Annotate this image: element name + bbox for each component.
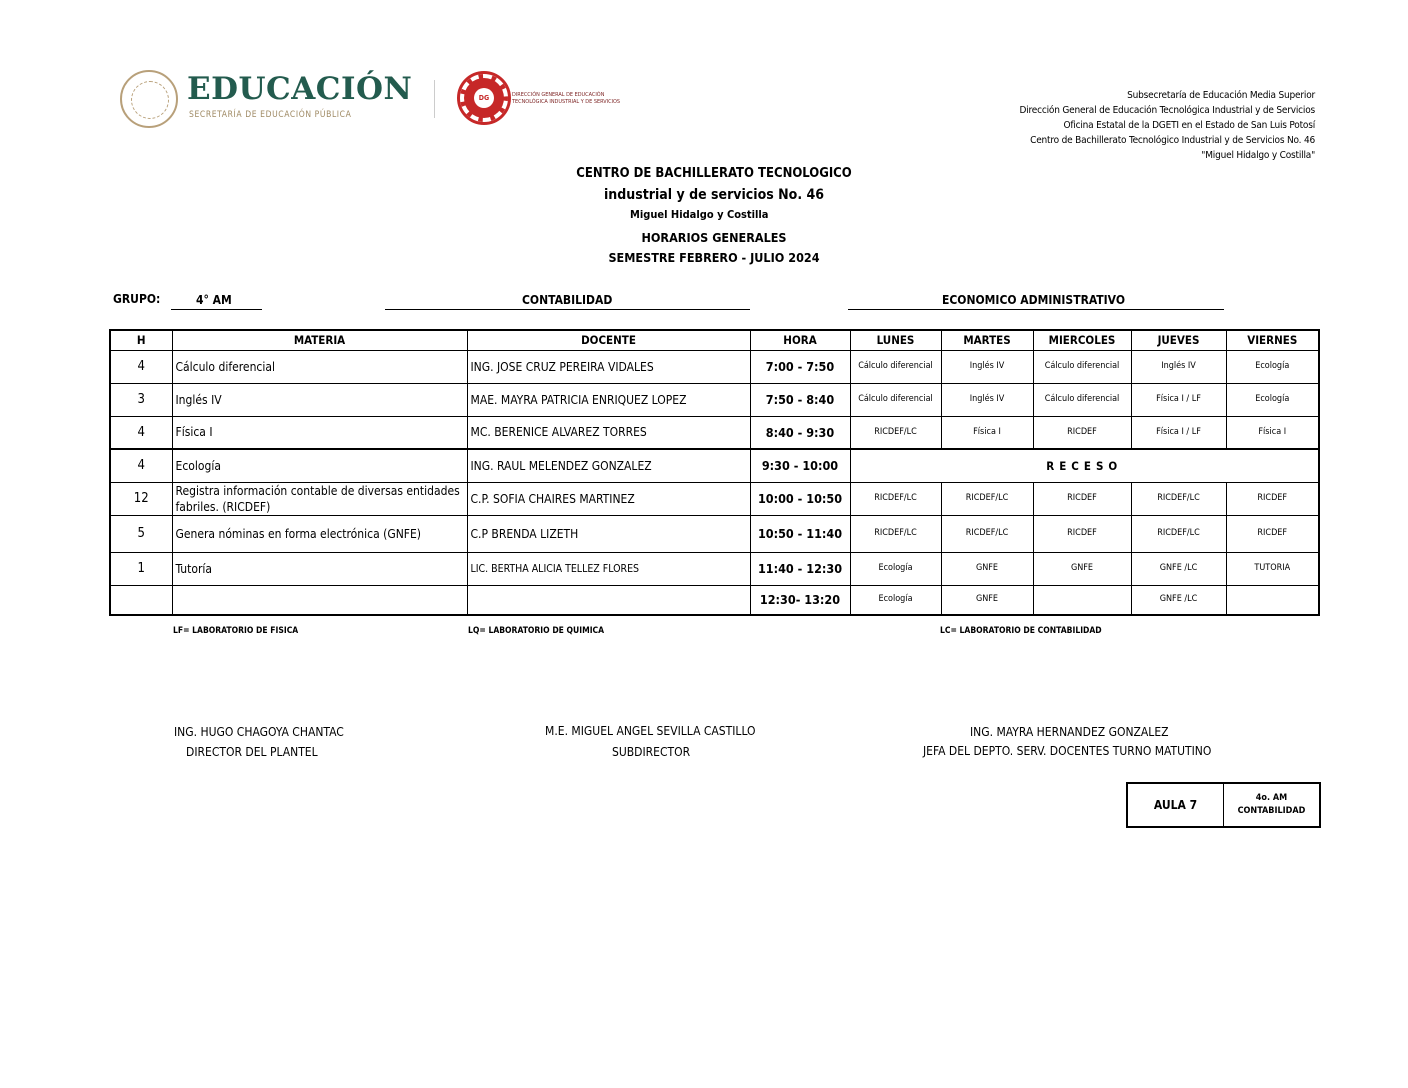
dgeti-logo-line-2: TECNOLÓGICA INDUSTRIAL Y DE SERVICIOS [512, 99, 621, 105]
cell-viernes: RICDEF [1226, 482, 1319, 515]
table-row [110, 416, 1319, 449]
cell-materia: Cálculo diferencial [172, 350, 467, 383]
table-row [110, 449, 1319, 482]
cell-hora: 12:30- 13:20 [750, 585, 850, 615]
table-row [110, 515, 1319, 552]
cell-docente: MAE. MAYRA PATRICIA ENRIQUEZ LOPEZ [467, 383, 750, 416]
cell-lunes: Ecología [850, 585, 941, 615]
carrera-underline [385, 309, 750, 310]
cell-hora: 7:50 - 8:40 [750, 383, 850, 416]
cell-miercoles: RICDEF [1033, 482, 1131, 515]
cell-h: 4 [110, 449, 172, 482]
cell-hora: 10:50 - 11:40 [750, 515, 850, 552]
header-lunes: LUNES [850, 330, 941, 350]
cell-jueves: RICDEF/LC [1131, 482, 1226, 515]
cell-martes: Inglés IV [941, 350, 1033, 383]
cell-docente: ING. JOSE CRUZ PEREIRA VIDALES [467, 350, 750, 383]
cell-martes: Física I [941, 416, 1033, 449]
dgeti-logo-text [512, 92, 620, 106]
dgeti-logo-line-1: DIRECCIÓN GENERAL DE EDUCACIÓN [512, 92, 605, 98]
receso-cell: RECESO [850, 449, 1319, 482]
table-header-row [110, 330, 1319, 350]
schedule-table [109, 329, 1320, 616]
school-title: CENTRO DE BACHILLERATO TECNOLOGICO [576, 166, 852, 181]
table-row [110, 585, 1319, 615]
area-value: ECONOMICO ADMINISTRATIVO [942, 293, 1126, 307]
cell-hora: 11:40 - 12:30 [750, 552, 850, 585]
cell-miercoles: Cálculo diferencial [1033, 350, 1131, 383]
semester-title: SEMESTRE FEBRERO - JULIO 2024 [608, 250, 820, 265]
cell-docente: MC. BERENICE ALVAREZ TORRES [467, 416, 750, 449]
header-line: "Miguel Hidalgo y Costilla" [1201, 150, 1315, 161]
cell-hora: 8:40 - 9:30 [750, 416, 850, 449]
mexico-seal-logo [120, 70, 178, 128]
dgeti-logo-mark: DG [474, 88, 494, 108]
cell-viernes: TUTORIA [1226, 552, 1319, 585]
cell-martes: RICDEF/LC [941, 515, 1033, 552]
cell-lunes: RICDEF/LC [850, 482, 941, 515]
grupo-label: GRUPO: [113, 292, 161, 306]
cell-jueves: Inglés IV [1131, 350, 1226, 383]
aula-group-line-2: CONTABILIDAD [1237, 806, 1306, 816]
cell-h: 4 [110, 350, 172, 383]
cell-jueves: Física I / LF [1131, 416, 1226, 449]
cell-docente: C.P. SOFIA CHAIRES MARTINEZ [467, 482, 750, 515]
cell-jueves: RICDEF/LC [1131, 515, 1226, 552]
cell-docente: LIC. BERTHA ALICIA TELLEZ FLORES [467, 552, 750, 585]
legend-lc: LC= LABORATORIO DE CONTABILIDAD [940, 626, 1102, 636]
cell-docente: ING. RAUL MELENDEZ GONZALEZ [467, 449, 750, 482]
header-martes: MARTES [941, 330, 1033, 350]
institution-header [1019, 88, 1315, 163]
director-title: DIRECTOR DEL PLANTEL [186, 745, 318, 759]
header-viernes: VIERNES [1226, 330, 1319, 350]
cell-hora: 9:30 - 10:00 [750, 449, 850, 482]
cell-viernes: Ecología [1226, 350, 1319, 383]
cell-materia: Registra información contable de diversas entidades fabriles. (RICDEF) [172, 482, 467, 515]
educacion-logo-subtitle: SECRETARÍA DE EDUCACIÓN PÚBLICA [189, 110, 352, 120]
jefa-title: JEFA DEL DEPTO. SERV. DOCENTES TURNO MATUTINO [923, 744, 1212, 758]
cell-docente: C.P BRENDA LIZETH [467, 515, 750, 552]
header-line: Oficina Estatal de la DGETI en el Estado de San Luis Potosí [1063, 120, 1315, 131]
cell-viernes: Ecología [1226, 383, 1319, 416]
director-name: ING. HUGO CHAGOYA CHANTAC [174, 725, 344, 739]
cell-miercoles [1033, 585, 1131, 615]
cell-viernes: RICDEF [1226, 515, 1319, 552]
cell-materia [172, 585, 467, 615]
header-hora: HORA [750, 330, 850, 350]
dgeti-gear-logo [460, 74, 508, 122]
cell-jueves: GNFE /LC [1131, 585, 1226, 615]
cell-lunes: Cálculo diferencial [850, 350, 941, 383]
cell-viernes [1226, 585, 1319, 615]
cell-jueves: Física I / LF [1131, 383, 1226, 416]
table-row [110, 552, 1319, 585]
educacion-logo-title: EDUCACIÓN [187, 71, 413, 107]
cell-materia: Ecología [172, 449, 467, 482]
cell-h [110, 585, 172, 615]
cell-miercoles: Cálculo diferencial [1033, 383, 1131, 416]
cell-martes: Inglés IV [941, 383, 1033, 416]
grupo-underline [171, 309, 262, 310]
header-line: Subsecretaría de Educación Media Superior [1127, 90, 1315, 101]
header-line: Dirección General de Educación Tecnológica Industrial y de Servicios [1019, 105, 1315, 116]
cell-materia: Física I [172, 416, 467, 449]
cell-materia: Tutoría [172, 552, 467, 585]
cell-h: 5 [110, 515, 172, 552]
cell-viernes: Física I [1226, 416, 1319, 449]
header-docente: DOCENTE [467, 330, 750, 350]
legend-lq: LQ= LABORATORIO DE QUIMICA [468, 626, 605, 636]
table-row [110, 350, 1319, 383]
aula-group [1224, 783, 1321, 827]
seal-inner-ring [131, 81, 169, 119]
cell-lunes: Cálculo diferencial [850, 383, 941, 416]
subdirector-name: M.E. MIGUEL ANGEL SEVILLA CASTILLO [545, 724, 756, 738]
cell-miercoles: RICDEF [1033, 515, 1131, 552]
document-title: HORARIOS GENERALES [641, 230, 787, 245]
header-materia: MATERIA [172, 330, 467, 350]
carrera-value: CONTABILIDAD [522, 293, 613, 307]
table-row [110, 482, 1319, 515]
subdirector-title: SUBDIRECTOR [612, 745, 691, 759]
table-row [110, 383, 1319, 416]
cell-h: 4 [110, 416, 172, 449]
cell-martes: GNFE [941, 552, 1033, 585]
grupo-value: 4° AM [196, 293, 232, 307]
school-name: Miguel Hidalgo y Costilla [630, 208, 769, 221]
cell-miercoles: RICDEF [1033, 416, 1131, 449]
legend-lf: LF= LABORATORIO DE FISICA [173, 626, 299, 636]
aula-label: AULA 7 [1127, 783, 1224, 827]
cell-martes: GNFE [941, 585, 1033, 615]
aula-group-line-1: 4o. AM [1255, 793, 1288, 803]
cell-lunes: RICDEF/LC [850, 416, 941, 449]
cell-hora: 10:00 - 10:50 [750, 482, 850, 515]
aula-box [1126, 782, 1321, 828]
cell-materia: Inglés IV [172, 383, 467, 416]
cell-jueves: GNFE /LC [1131, 552, 1226, 585]
school-subtitle: industrial y de servicios No. 46 [603, 187, 825, 203]
header-jueves: JUEVES [1131, 330, 1226, 350]
cell-martes: RICDEF/LC [941, 482, 1033, 515]
cell-lunes: RICDEF/LC [850, 515, 941, 552]
cell-h: 3 [110, 383, 172, 416]
cell-lunes: Ecología [850, 552, 941, 585]
cell-h: 12 [110, 482, 172, 515]
header-miercoles: MIERCOLES [1033, 330, 1131, 350]
header-h: H [110, 330, 172, 350]
header-line: Centro de Bachillerato Tecnológico Industrial y de Servicios No. 46 [1030, 135, 1315, 146]
cell-miercoles: GNFE [1033, 552, 1131, 585]
cell-hora: 7:00 - 7:50 [750, 350, 850, 383]
cell-h: 1 [110, 552, 172, 585]
jefa-name: ING. MAYRA HERNANDEZ GONZALEZ [970, 725, 1169, 739]
area-underline [848, 309, 1224, 310]
cell-docente [467, 585, 750, 615]
logo-divider [434, 80, 435, 118]
cell-materia: Genera nóminas en forma electrónica (GNFE) [172, 515, 467, 552]
